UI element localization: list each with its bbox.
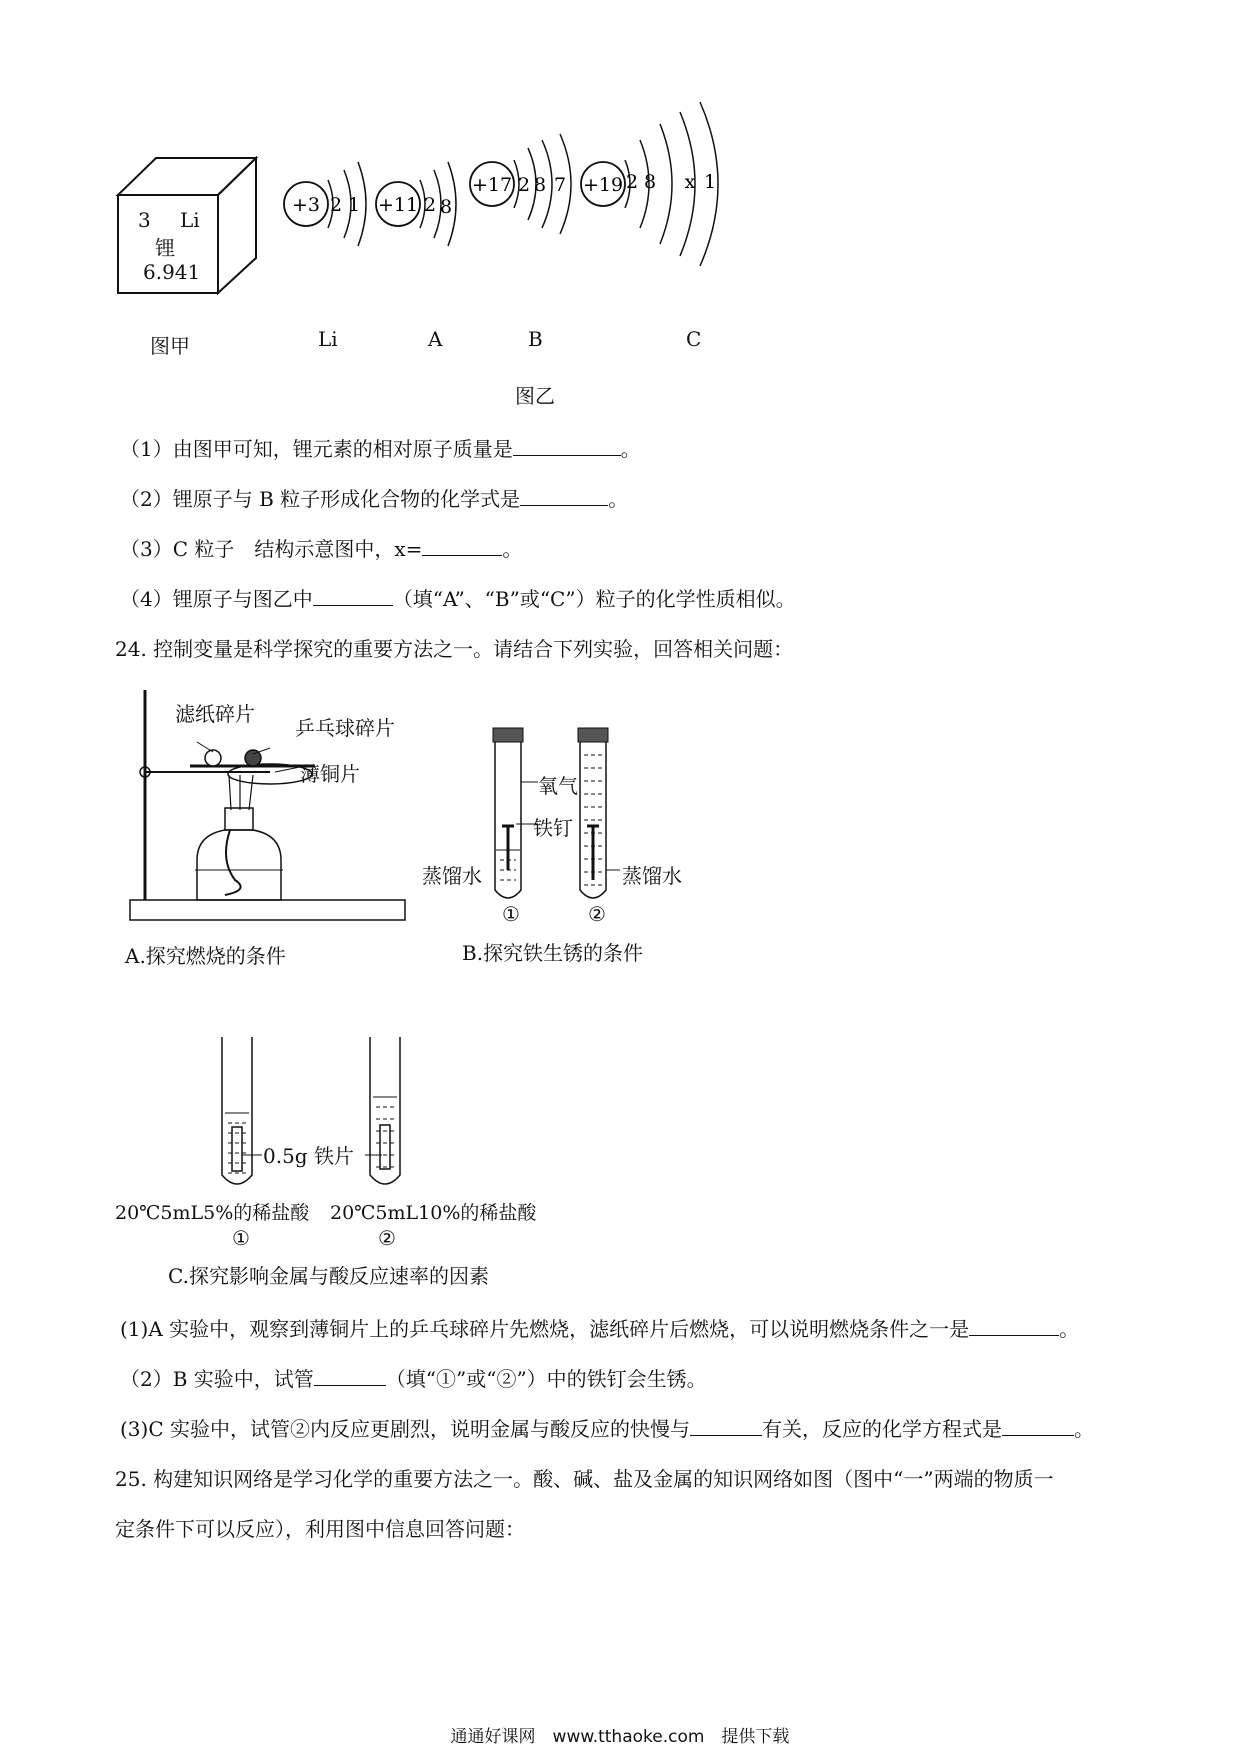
q24-part1: (1)A 实验中，观察到薄铜片上的乒乓球碎片先燃烧，滤纸碎片后燃烧，可以说明燃烧条件之一是 。 [120, 1317, 1080, 1341]
atom-structure-figure [270, 100, 750, 300]
atom-c-shell-2: 8 [643, 171, 657, 193]
atom-a-label: A [428, 327, 443, 351]
atom-c [581, 102, 718, 266]
atom-c-shell-4: 1 [703, 171, 717, 193]
atom-li-shell-2: 1 [347, 194, 361, 216]
label-water-left: 蒸馏水 [422, 864, 482, 888]
q23-part1-blank[interactable] [513, 437, 621, 456]
q24-part1-blank[interactable] [969, 1317, 1059, 1336]
q23-part2: （2）锂原子与 B 粒子形成化合物的化学式是 。 [120, 487, 629, 511]
atom-c-shell-3: x [684, 171, 696, 193]
atom-b-shell-2: 8 [533, 174, 547, 196]
q23-part3: （3）C 粒子 结构示意图中，x= 。 [120, 537, 523, 561]
q23-part2-blank[interactable] [520, 487, 608, 506]
rust-tube-1-label: ① [502, 902, 520, 926]
q24-part2-blank[interactable] [314, 1367, 386, 1386]
fig-jia-caption: 图甲 [150, 334, 190, 358]
page-footer: 通通好课网 www.tthaoke.com 提供下载 [450, 1727, 790, 1747]
q23-part4-blank[interactable] [313, 587, 393, 606]
q25-stem-line2: 定条件下可以反应），利用图中信息回答问题： [115, 1517, 525, 1541]
fig-yi-caption: 图乙 [515, 384, 555, 408]
label-pingpong: 乒乓球碎片 [295, 716, 395, 740]
rust-tube-2-label: ② [588, 902, 606, 926]
atom-b-shell-1: 2 [517, 174, 531, 196]
element-symbol: Li [180, 208, 200, 232]
acid-tube-2-label: ② [378, 1226, 396, 1250]
q24-part2: （2）B 实验中，试管 （填“①”或“②”）中的铁钉会生锈。 [120, 1367, 707, 1391]
atom-li-nucleus: +3 [291, 194, 321, 216]
atom-a [376, 162, 456, 246]
atom-a-shell-1: 2 [423, 194, 437, 216]
q23-part3-blank[interactable] [422, 537, 502, 556]
atom-a-shell-2: 8 [439, 196, 453, 218]
label-acid-1: 20℃5mL5%的稀盐酸 [115, 1202, 310, 1224]
acid-tube-1-label: ① [232, 1226, 250, 1250]
atom-c-shell-1: 2 [625, 171, 639, 193]
label-filter-paper: 滤纸碎片 [175, 702, 255, 726]
element-mass: 6.941 [143, 260, 201, 284]
q24-stem: 24. 控制变量是科学探究的重要方法之一。请结合下列实验，回答相关问题： [115, 637, 794, 661]
fig-b-caption: B.探究铁生锈的条件 [462, 941, 644, 965]
atom-b-nucleus: +17 [471, 174, 513, 196]
label-iron-piece: 0.5g 铁片 [263, 1144, 354, 1168]
label-oxygen: 氧气 [538, 774, 578, 798]
atom-b [470, 134, 571, 234]
atom-li [284, 162, 366, 246]
q24-part3: (3)C 实验中，试管②内反应更剧烈，说明金属与酸反应的快慢与 有关，反应的化学方程式是 。 [120, 1417, 1094, 1441]
element-name: 锂 [155, 236, 175, 260]
atom-b-shell-3: 7 [553, 174, 567, 196]
label-copper-sheet: 薄铜片 [300, 762, 360, 786]
fig-a-caption: A.探究燃烧的条件 [125, 944, 286, 968]
q24-part3-blank-1[interactable] [690, 1417, 762, 1436]
q23-part4: （4）锂原子与图乙中 （填“A”、“B”或“C”）粒子的化学性质相似。 [120, 587, 796, 611]
fig-c-caption: C.探究影响金属与酸反应速率的因素 [168, 1264, 489, 1288]
label-acid-2: 20℃5mL10%的稀盐酸 [330, 1202, 537, 1224]
q25-stem-line1: 25. 构建知识网络是学习化学的重要方法之一。酸、碱、盐及金属的知识网络如图（图中“一”两端的物质一 [115, 1467, 1054, 1491]
atom-li-shell-1: 2 [329, 194, 343, 216]
label-water-right: 蒸馏水 [622, 864, 682, 888]
atom-li-label: Li [318, 327, 338, 351]
q24-part3-blank-2[interactable] [1002, 1417, 1074, 1436]
element-number: 3 [138, 208, 151, 232]
atom-c-nucleus: +19 [582, 174, 624, 196]
acid-tubes-figure [210, 1035, 410, 1195]
q23-part1: （1）由图甲可知，锂元素的相对原子质量是 。 [120, 437, 641, 461]
label-iron-nail: 铁钉 [533, 816, 573, 840]
atom-a-nucleus: +11 [377, 194, 419, 216]
atom-b-label: B [528, 327, 543, 351]
atom-c-label: C [686, 327, 702, 351]
